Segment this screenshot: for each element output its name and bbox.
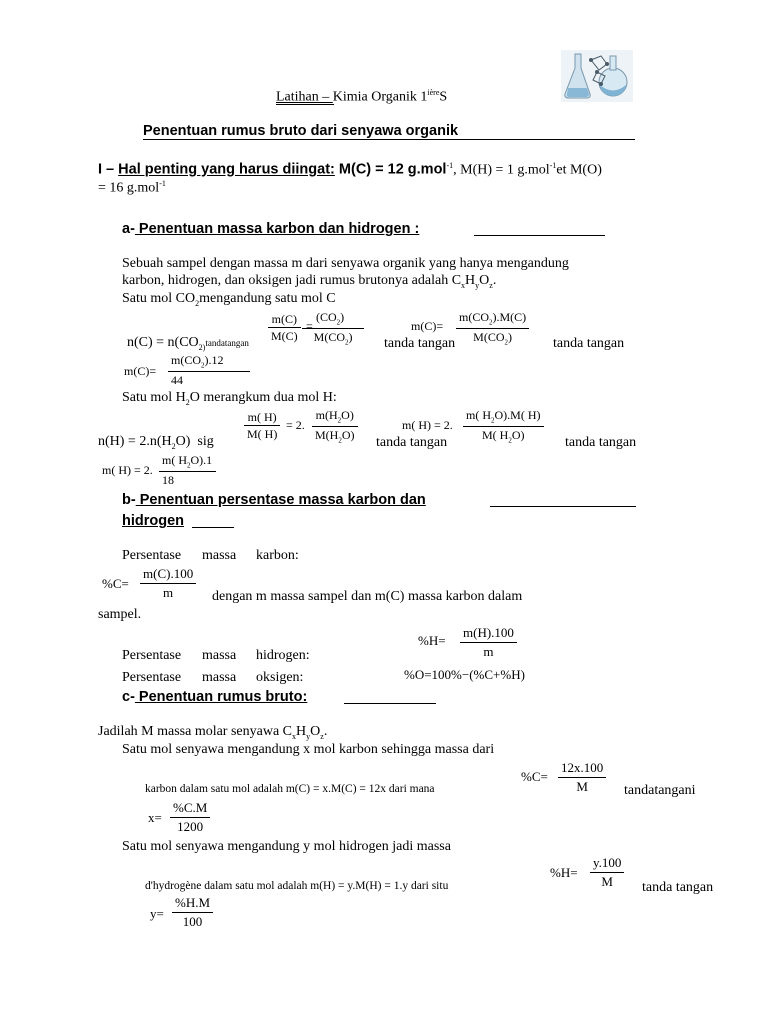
line-hydro: d'hydrogène dalam satu mol adalah m(H) = y.M(H) = 1.y dari situ [145, 880, 449, 892]
frac-mh3-num-sub: 2 [187, 461, 191, 470]
frac-mh2o-num-sub: 2 [337, 416, 342, 425]
frac-co2-den-sub: 2 [345, 338, 349, 347]
frac-mC-den: M(C) [271, 329, 298, 344]
para-end: . [492, 273, 497, 288]
frac-mC-num: m(C) [268, 312, 301, 328]
section-a-underline [474, 235, 605, 236]
h2o-bullet-line [122, 390, 337, 407]
nc-left: n(C) = n(CO [127, 335, 199, 350]
pc-label-1: Persentase [122, 548, 182, 563]
x-eq: x= [148, 810, 162, 825]
ph-label-2: massa [202, 648, 237, 663]
section-c-heading [122, 689, 307, 706]
ph-label-3: hidrogen: [256, 648, 310, 663]
frac-y-den: 100 [182, 913, 203, 929]
frac-co2-num: (CO [316, 310, 337, 324]
frac-y-num: %H.M [172, 895, 213, 913]
fraction-pc2 [558, 760, 606, 794]
section-c-bullet1 [122, 742, 494, 758]
frac-mh2o2-den-sub: 2 [508, 436, 512, 445]
fraction-mC-12-44 [168, 353, 250, 387]
frac-mh2o2-num: m( H [466, 408, 491, 422]
frac-mh3-den: 18 [162, 472, 174, 487]
pc-desc: dengan m massa sampel dan m(C) massa karbon dalam [212, 589, 523, 604]
tanda-tangan-1: tanda tangan [384, 336, 456, 351]
para-sub-x: x [461, 280, 466, 290]
frac-mh2o-den-sub: 2 [338, 436, 342, 445]
fraction-y [172, 895, 213, 929]
title-main: Kimia Organik 1 [332, 89, 428, 105]
tanda-tangan-2: tanda tangan [553, 336, 625, 351]
intro-z: z [320, 731, 324, 741]
tandatangani: tandatangani [624, 783, 696, 798]
para-line2-text: karbon, hidrogen, dan oksigen jadi rumus brutonya adalah C [122, 273, 462, 288]
co2-line-a: Satu mol CO [122, 291, 196, 306]
frac-ph2-den: M [601, 873, 613, 889]
fraction-mh2o-Mh2o [312, 408, 358, 445]
section-c-underline [344, 703, 436, 704]
fraction-ph [460, 625, 517, 659]
frac-mh3-num: m( H [162, 453, 187, 467]
section-c-prefix: c- [122, 689, 135, 705]
frac-mC2-den: 44 [171, 372, 183, 387]
h2o-line-b: O merangkum dua mol H: [189, 390, 337, 405]
intro-end: . [323, 724, 328, 739]
title-underline [276, 104, 334, 105]
frac-co2-den-end: ) [348, 329, 353, 344]
tanda-tangan-5: tanda tangan [642, 880, 714, 895]
co2-sub: 2 [195, 298, 200, 308]
section-a-prefix: a- [122, 221, 135, 237]
tanda-tangan-3: tanda tangan [376, 435, 448, 450]
section-b-underline-2 [192, 527, 234, 528]
co2-bullet-line [122, 291, 336, 308]
title-prefix: Latihan – [276, 89, 333, 105]
frac-co2-num-end: ) [340, 310, 345, 324]
intro-a: Jadilah M massa molar senyawa C [98, 724, 293, 739]
frac-mco2-den: M(CO [473, 329, 505, 344]
tanda-tangan-4: tanda tangan [565, 435, 637, 450]
section1-mh-sup: -1 [549, 161, 557, 170]
fraction-mco2-Mc [456, 310, 529, 347]
frac-mh2o-den-end: O) [341, 427, 355, 442]
section-a-para-line2 [122, 273, 496, 290]
frac-mC2-num-sub: 2 [201, 361, 205, 370]
frac-mh2o2-num-sub: 2 [491, 416, 495, 425]
intro-y: y [306, 731, 311, 741]
frac-mH-num: m( H) [244, 410, 280, 426]
frac-co2-num-sub: 2 [336, 318, 341, 327]
frac-mco2-num: m(CO [459, 310, 489, 324]
frac-pc-den: m [163, 584, 174, 600]
intro-h: H [296, 724, 307, 739]
section-a-title: Penentuan massa karbon dan hidrogen : [134, 221, 420, 237]
intro-x: x [292, 731, 297, 741]
section1-line2 [98, 179, 166, 197]
section1-et: et M(O) [556, 162, 602, 178]
pc2-eq: %C= [521, 769, 548, 784]
main-heading: Penentuan rumus bruto dari senyawa organik [143, 123, 459, 139]
nc-sub: 2) [198, 342, 206, 352]
frac-mh2o2-den-end: O) [511, 427, 525, 442]
frac-mh2o2-num-end: O).M( H) [494, 408, 541, 422]
fraction-mC-over-MC [268, 312, 301, 344]
frac-ph2-num: y.100 [590, 855, 624, 873]
frac-mH-den: M( H) [247, 427, 278, 442]
section1-line1 [98, 161, 602, 179]
ph2-eq: %H= [550, 865, 578, 880]
title-suffix: S [439, 89, 448, 105]
frac-mh2o-num-end: O) [341, 408, 354, 422]
frac-mh3-num-end: O).1 [190, 453, 213, 467]
nh-end: O) [175, 434, 191, 449]
co2-line-b: mengandung satu mol C [199, 291, 336, 306]
para-sub-z: z [489, 280, 493, 290]
po-label-1: Persentase [122, 670, 182, 685]
frac-ph-den: m [483, 643, 494, 659]
section1-label: Hal penting yang harus diingat: [118, 161, 335, 178]
nh-sig: sig [197, 434, 214, 449]
frac-ph-num: m(H).100 [460, 625, 517, 643]
h2o-line-a: Satu mol H [122, 390, 186, 405]
pc-label-3: karbon: [256, 548, 299, 563]
section1-mh: , M(H) = 1 g.mol [453, 162, 550, 178]
po-formula: %O=100%−(%C+%H) [404, 667, 525, 682]
pc-desc2: sampel. [98, 607, 142, 622]
nc-tanda: tandatangan [205, 338, 249, 348]
bullet2-text: Satu mol senyawa mengandung y mol hidrogen jadi massa [122, 839, 451, 854]
frac-pc2-num: 12x.100 [558, 760, 606, 778]
bullet1-text: Satu mol senyawa mengandung x mol karbon sehingga massa dari [122, 742, 495, 757]
nc-formula [127, 335, 249, 352]
nh-left: n(H) = 2.n(H [98, 434, 172, 449]
section-b-title-2: hidrogen [122, 513, 185, 529]
section-a-heading [122, 221, 419, 238]
nh-formula [98, 434, 214, 451]
frac-mh2o-num: m(H [315, 408, 338, 422]
mC-eq-label: m(C)= [411, 319, 444, 333]
fraction-co2 [302, 310, 364, 347]
pc-label-2: massa [202, 548, 237, 563]
section-b-title-1: Penentuan persentase massa karbon dan [135, 492, 426, 508]
frac-mh2o-den: M(H [315, 427, 339, 442]
frac-mC2-num: m(CO [171, 353, 201, 367]
line-karbon: karbon dalam satu mol adalah m(C) = x.M(C) = 12x dari mana [145, 783, 435, 795]
frac-x-den: 1200 [177, 818, 204, 834]
pc-eq: %C= [102, 576, 129, 591]
section-b-prefix: b- [122, 492, 136, 508]
mC2-eq: m(C)= [124, 364, 157, 378]
title-sup: ière [427, 88, 440, 97]
intro-o: O [310, 724, 321, 739]
chemistry-glassware-icon [561, 50, 633, 102]
nh-sub: 2 [171, 441, 176, 451]
section-a-para-line1: Sebuah sampel dengan massa m dari senyawa organik yang hanya mengandung [122, 256, 569, 271]
para-o: O [479, 273, 490, 288]
section1-mc: M(C) = 12 g.mol [338, 161, 447, 178]
frac-mC2-num-end: ).12 [204, 353, 224, 367]
para-sub-y: y [475, 280, 480, 290]
main-heading-underline [143, 139, 635, 140]
fraction-pc [140, 566, 196, 600]
section-c-bullet2 [122, 839, 451, 855]
section1-line2-sup: -1 [159, 179, 166, 188]
frac-mco2-num-end: ).M(C) [492, 310, 527, 324]
frac-pc-num: m(C).100 [140, 566, 196, 584]
mH3-eq: m( H) = 2. [102, 463, 153, 477]
frac-x-num: %C.M [170, 800, 210, 818]
fraction-mh2o-MH [463, 408, 544, 445]
frac-mh2o2-den: M( H [481, 427, 509, 442]
frac-pc2-den: M [576, 778, 588, 794]
section1-mc-sup: -1 [446, 161, 454, 170]
ph-label-1: Persentase [122, 648, 182, 663]
frac-mco2-den-sub: 2 [504, 338, 508, 347]
para-h: H [465, 273, 476, 288]
po-label-2: massa [202, 670, 237, 685]
eq-sign: = [306, 319, 313, 333]
section-c-title: Penentuan rumus bruto: [134, 689, 308, 705]
frac-mco2-den-end: ) [508, 329, 512, 344]
fraction-mH-over-MH [244, 410, 280, 442]
fraction-x [170, 800, 210, 834]
eq-2-a: = 2. [286, 418, 305, 432]
po-label-3: oksigen: [256, 670, 304, 685]
y-eq: y= [150, 906, 164, 921]
mH-eq: m( H) = 2. [402, 418, 453, 432]
section-b-heading-line1 [122, 492, 426, 509]
fraction-ph2 [590, 855, 624, 889]
h2o-sub: 2 [185, 397, 190, 407]
section1-prefix: I – [98, 161, 119, 178]
section-c-intro [98, 724, 327, 741]
frac-mco2-num-sub: 2 [489, 318, 493, 327]
fraction-mh2o-1-18 [159, 453, 216, 487]
section-b-underline-1 [490, 506, 636, 507]
frac-co2-den: M(CO [313, 329, 345, 344]
section1-line2-text: = 16 g.mol [98, 180, 160, 196]
ph-eq: %H= [418, 633, 446, 648]
